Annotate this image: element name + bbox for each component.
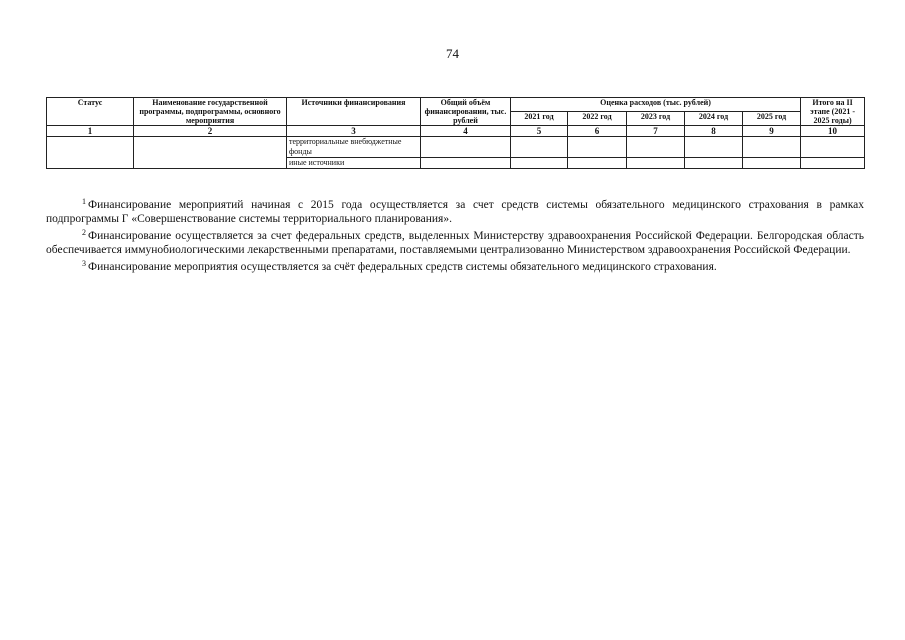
value-cell (743, 158, 801, 169)
header-name: Наименование государственной программы, подпрограммы, основного мероприятия (134, 98, 287, 126)
value-cell (801, 137, 865, 158)
header-year: 2024 год (685, 112, 743, 126)
header-year: 2023 год (627, 112, 685, 126)
value-cell (568, 137, 627, 158)
header-estimate-group: Оценка расходов (тыс. рублей) (511, 98, 801, 112)
footnote-text: Финансирование мероприятий начиная с 2015 года осуществляется за счет средств системы обязательного медицинского страхования в рамках подпрограммы Г «Совершенствование системы территориального планирования». (46, 199, 864, 225)
column-number: 7 (627, 126, 685, 137)
column-number: 8 (685, 126, 743, 137)
value-cell (743, 137, 801, 158)
status-cell (47, 137, 134, 169)
column-number: 4 (421, 126, 511, 137)
source-cell: территориальные внебюджетные фонды (287, 137, 421, 158)
footnote-text: Финансирование осуществляется за счет федеральных средств, выделенных Министерству здравоохранения Российской Федерации. Белгородская область обеспечивается иммунобиологическими лекарственными препаратами, поставляемыми централизованно Министерством здравоохранения Российской Федерации. (46, 230, 864, 256)
source-cell: иные источники (287, 158, 421, 169)
footnote-mark: 3 (82, 259, 86, 268)
page-number: 74 (446, 46, 459, 61)
value-cell (627, 158, 685, 169)
header-stage-total: Итого на II этапе (2021 - 2025 годы) (801, 98, 865, 126)
header-year: 2025 год (743, 112, 801, 126)
footnote (46, 195, 864, 226)
value-cell (511, 158, 568, 169)
column-number: 6 (568, 126, 627, 137)
column-number-row (47, 126, 865, 137)
value-cell (421, 137, 511, 158)
footnote-text: Финансирование мероприятия осуществляется за счёт федеральных средств системы обязательного медицинского страхования. (88, 261, 717, 273)
budget-table (46, 97, 865, 169)
value-cell (685, 158, 743, 169)
header-total-volume: Общий объём финансировании, тыс. рублей (421, 98, 511, 126)
footnote (46, 226, 864, 257)
value-cell (627, 137, 685, 158)
name-cell (134, 137, 287, 169)
footnote-mark: 2 (82, 228, 86, 237)
value-cell (685, 137, 743, 158)
header-year: 2022 год (568, 112, 627, 126)
value-cell (801, 158, 865, 169)
value-cell (511, 137, 568, 158)
header-row-1 (47, 98, 865, 112)
value-cell (568, 158, 627, 169)
table-row (47, 137, 865, 158)
column-number: 10 (801, 126, 865, 137)
header-year: 2021 год (511, 112, 568, 126)
value-cell (421, 158, 511, 169)
footnote (46, 257, 864, 274)
column-number: 3 (287, 126, 421, 137)
header-sources: Источники финансирования (287, 98, 421, 126)
column-number: 5 (511, 126, 568, 137)
column-number: 1 (47, 126, 134, 137)
column-number: 9 (743, 126, 801, 137)
header-status: Статус (47, 98, 134, 126)
footnote-mark: 1 (82, 197, 86, 206)
column-number: 2 (134, 126, 287, 137)
footnotes (46, 195, 864, 274)
